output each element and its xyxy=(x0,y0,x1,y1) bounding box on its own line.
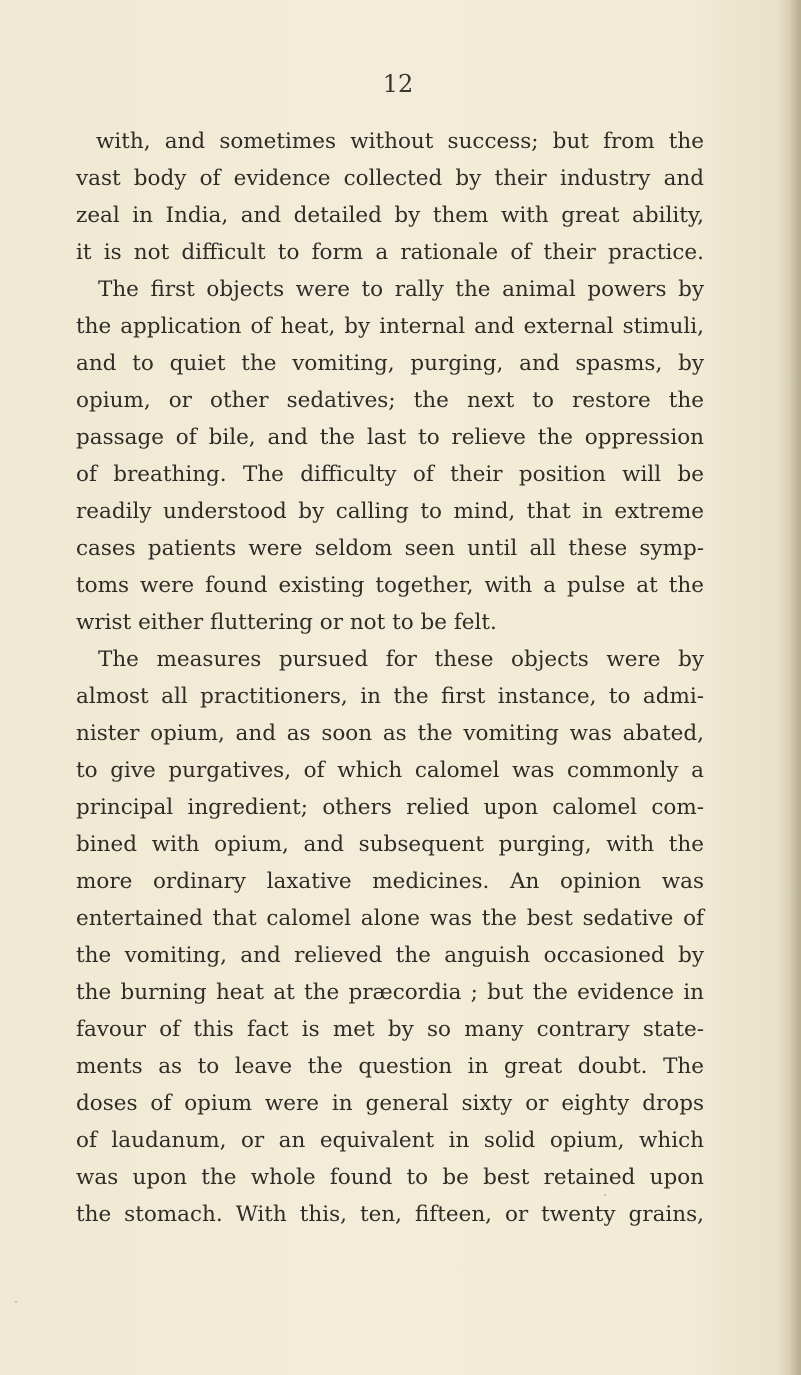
text-line: cases patients were seldom seen until all these symp- xyxy=(76,536,704,561)
text-line: the stomach. With this, ten, fifteen, or twenty grains, xyxy=(76,1202,704,1227)
text-line: toms were found existing together, with a pulse at the xyxy=(76,573,704,598)
text-line: nister opium, and as soon as the vomiting was abated, xyxy=(76,721,704,746)
text-line: ments as to leave the question in great doubt. The xyxy=(76,1054,704,1079)
text-line: the application of heat, by internal and external stimuli, xyxy=(76,314,704,339)
text-line: readily understood by calling to mind, that in extreme xyxy=(76,499,704,524)
text-line: zeal in India, and detailed by them with great ability, xyxy=(76,203,704,228)
paper-speck xyxy=(15,1301,17,1303)
text-line: bined with opium, and subsequent purging, with the xyxy=(76,832,704,857)
text-line: more ordinary laxative medicines. An opinion was xyxy=(76,869,704,894)
text-line: favour of this fact is met by so many contrary state- xyxy=(76,1017,704,1042)
paper-speck xyxy=(604,1194,606,1196)
text-line: of breathing. The difficulty of their position will be xyxy=(76,462,704,487)
text-line: of laudanum, or an equivalent in solid opium, which xyxy=(76,1128,704,1153)
text-line: The first objects were to rally the animal powers by xyxy=(98,277,704,302)
text-line: vast body of evidence collected by their industry and xyxy=(76,166,704,191)
text-line: almost all practitioners, in the first instance, to admi- xyxy=(76,684,704,709)
text-line: doses of opium were in general sixty or eighty drops xyxy=(76,1091,704,1116)
page-number: 12 xyxy=(382,70,414,98)
text-line: with, and sometimes without success; but from the xyxy=(96,129,704,154)
text-line: the vomiting, and relieved the anguish occasioned by xyxy=(76,943,704,968)
text-line: passage of bile, and the last to relieve the oppression xyxy=(76,425,704,450)
text-line: to give purgatives, of which calomel was commonly a xyxy=(76,758,704,783)
text-line: and to quiet the vomiting, purging, and spasms, by xyxy=(76,351,704,376)
text-line: principal ingredient; others relied upon calomel com- xyxy=(76,795,704,820)
text-line: wrist either fluttering or not to be felt. xyxy=(76,610,497,635)
text-line: it is not difficult to form a rationale of their practice. xyxy=(76,240,704,265)
text-line: entertained that calomel alone was the best sedative of xyxy=(76,906,704,931)
text-line: the burning heat at the præcordia ; but the evidence in xyxy=(76,980,704,1005)
text-line: The measures pursued for these objects were by xyxy=(98,647,704,672)
text-line: opium, or other sedatives; the next to restore the xyxy=(76,388,704,413)
text-line: was upon the whole found to be best retained upon xyxy=(76,1165,704,1190)
